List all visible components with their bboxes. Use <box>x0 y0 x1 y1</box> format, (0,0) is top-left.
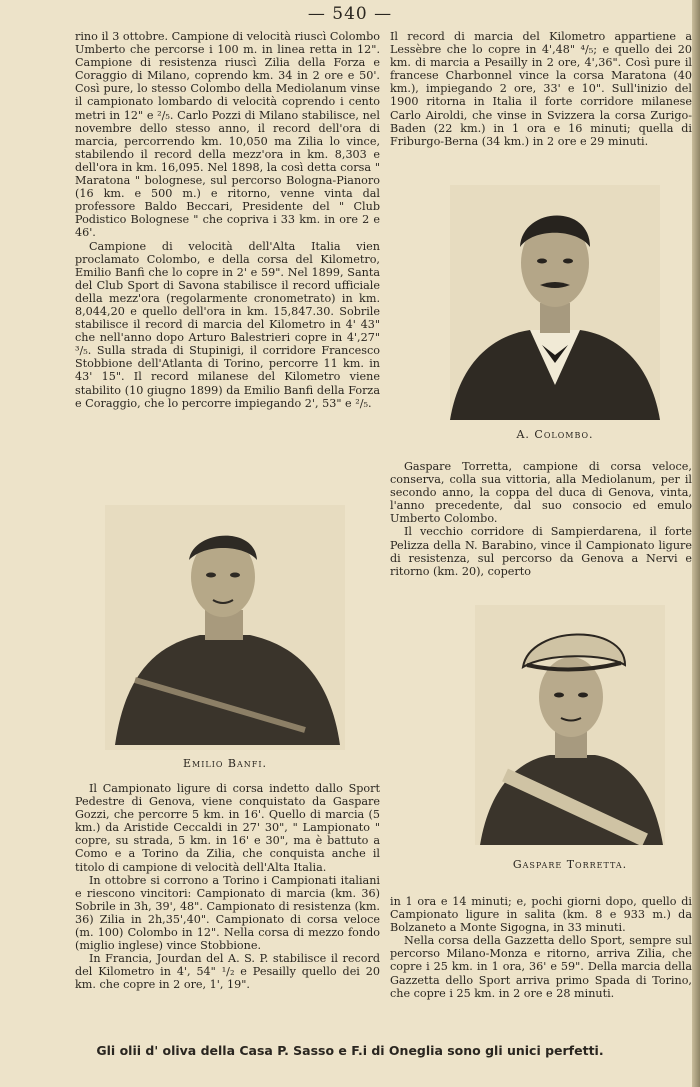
paragraph: Il vecchio corridore di Sampierdarena, il forte Pelizza della N. Barabino, vince il Campionato ligure di resistenza, sul percorso da Genova a Nervi e ritorno (km. 20), coperto <box>390 525 692 578</box>
paragraph: In Francia, Jourdan del A. S. P. stabilisce il record del Kilometro in 4', 54" ¹/₂ e Pesailly quello dei 20 km. che copre in 2 ore, 1', 19". <box>75 952 380 992</box>
right-column-middle <box>390 460 692 578</box>
caption-gaspare-torretta: Gaspare Torretta. <box>512 858 628 871</box>
portrait-emilio-banfi <box>105 505 345 750</box>
portrait-gaspare-torretta <box>475 605 665 845</box>
paragraph: rino il 3 ottobre. Campione di velocità riuscì Colombo Umberto che percorse i 100 m. in linea retta in 12". Campione di resistenza riuscì Zilia della Forza e Coraggio di Milano, coprendo km. 34 in 2 ore e 50'. Così pure, lo stesso Colombo della Mediolanum vinse il campionato lombardo di velocità coprendo i cento metri in 12" e ²/₅. Carlo Pozzi di Milano stabilisce, nel novembre dello stesso anno, il record dell'ora di marcia, percorrendo km. 10,050 ma Zilia lo vince, stabilendo il record della mezz'ora in km. 8,303 e dell'ora in km. 16,095. Nel 1898, la così detta corsa " Maratona " bolognese, sul percorso Bologna-Pianoro (16 km. e 500 m.) e ritorno, venne vinta dal professore Baldo Beccari, Presidente del " Club Podistico Bolognese " che copriva i 33 km. in ore 2 e 46'. <box>75 30 380 240</box>
paragraph: Il Campionato ligure di corsa indetto dallo Sport Pedestre di Genova, viene conquistato da Gaspare Gozzi, che percorre 5 km. in 16'. Quello di marcia (5 km.) da Aristide Ceccaldi in 27' 30", " Lampionato " copre, su strada, 5 km. in 16' e 30", ma è battuto a Como e a Torino da Zilia, che conquista anche il titolo di campione di velocità dell'Alta Italia. <box>75 782 380 874</box>
paragraph: Campione di velocità dell'Alta Italia vien proclamato Colombo, e della corsa del Kilometro, Emilio Banfi che lo copre in 2' e 59". Nel 1899, Santa del Club Sport di Savona stabilisce il record ufficiale della mezz'ora (regolarmente cronometrato) in km. 8,044,20 e quello dell'ora in km. 15,847.30. Sobrile stabilisce il record di marcia del Kilometro in 4' 43" che nell'anno dopo Arturo Balestrieri copre in 4',27" ³/₅. Sulla strada di Stupinigi, il corridore Francesco Stobbione dell'Atlanta di Torino, percorre 11 km. in 43' 15". Il record milanese del Kilometro viene stabilito (10 giugno 1899) da Emilio Banfi della Forza e Coraggio, che lo percorre impiegando 2', 53" e ²/₅. <box>75 239 380 410</box>
right-column-top <box>390 30 692 148</box>
left-column-top <box>75 30 380 410</box>
paragraph: Gaspare Torretta, campione di corsa veloce, conserva, colla sua vittoria, alla Mediolanum, per il secondo anno, la coppa del duca di Genova, vinta, l'anno precedente, dal suo consocio ed emulo Umberto Colombo. <box>390 460 692 526</box>
footer-advertisement: Gli olii d' oliva della Casa P. Sasso e F.i di Oneglia sono gli unici perfetti. <box>96 1043 604 1058</box>
paragraph: Il record di marcia del Kilometro appartiene a Lessèbre che lo copre in 4',48" ⁴/₅; e quello dei 20 km. di marcia a Pesailly in 2 ore, 4',36". Così pure il francese Charbonnel vince la corsa Maratona (40 km.), impiegando 2 ore, 33' e 10". Sull'inizio del 1900 ritorna in Italia il forte corridore milanese Carlo Airoldi, che vinse in Svizzera la corsa Zurigo-Baden (22 km.) in 1 ora e 16 minuti; quella di Friburgo-Berna (34 km.) in 2 ore e 29 minuti. <box>390 30 692 148</box>
caption-emilio-banfi: Emilio Banfi. <box>183 757 267 770</box>
paragraph: Nella corsa della Gazzetta dello Sport, sempre sul percorso Milano-Monza e ritorno, arriva Zilia, che copre i 25 km. in 1 ora, 36' e 59". Della marcia della Gazzetta dello Sport arriva primo Spada di Torino, che copre i 25 km. in 2 ore e 28 minuti. <box>390 934 692 1000</box>
caption-a-colombo: A. Colombo. <box>516 428 594 441</box>
portrait-a-colombo <box>450 185 660 420</box>
left-column-bottom <box>75 782 380 992</box>
paragraph: in 1 ora e 14 minuti; e, pochi giorni dopo, quello di Campionato ligure in salita (km. 8 e 933 m.) da Bolzaneto a Monte Sigogna, in 33 minuti. <box>390 895 692 935</box>
paragraph: In ottobre si corrono a Torino i Campionati italiani e riescono vincitori: Campionato di marcia (km. 36) Sobrile in 3h, 39', 48". Campionato di resistenza (km. 36) Zilia in 2h,35',40". Campionato di corsa veloce (m. 100) Colombo in 12". Nella corsa di mezzo fondo (miglio inglese) vince Stobbione. <box>75 873 380 953</box>
page-edge-shadow <box>692 0 700 1087</box>
page-number: — 540 — <box>307 4 393 24</box>
right-column-bottom <box>390 895 692 1000</box>
